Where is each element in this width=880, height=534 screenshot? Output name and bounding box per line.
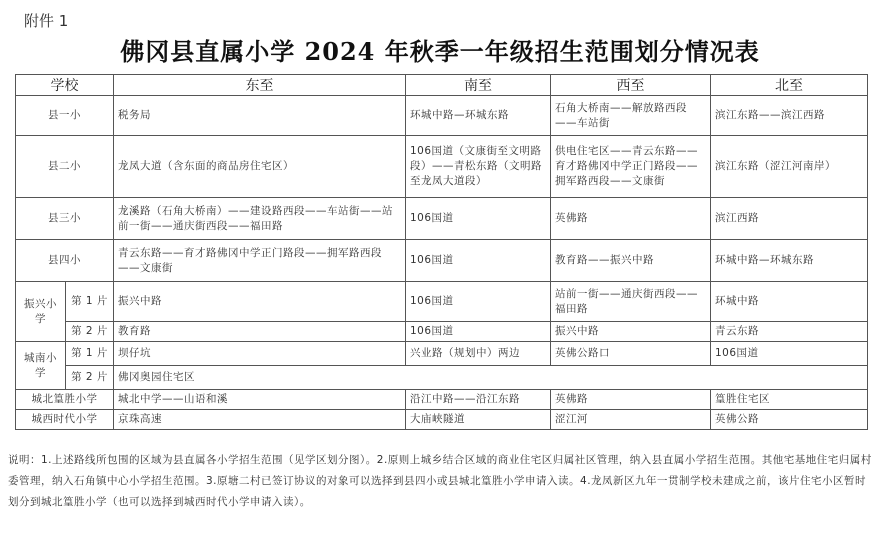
south-boundary: 106国道 <box>406 198 551 240</box>
east-boundary: 青云东路——育才路佛冈中学正门路段——拥军路西段——文康街 <box>114 240 406 282</box>
east-boundary: 佛冈奥园住宅区 <box>114 366 868 390</box>
enrollment-table <box>15 74 868 430</box>
east-boundary: 龙凤大道（含东面的商品房住宅区） <box>114 136 406 198</box>
table-row <box>16 390 868 410</box>
south-boundary: 106国道 <box>406 240 551 282</box>
header-east: 东至 <box>114 75 406 96</box>
west-boundary: 英佛公路口 <box>551 342 711 366</box>
west-boundary: 石角大桥南——解放路西段——车站街 <box>551 96 711 136</box>
zone-label: 第 1 片 <box>66 342 114 366</box>
west-boundary: 振兴中路 <box>551 322 711 342</box>
header-school: 学校 <box>16 75 114 96</box>
south-boundary: 环城中路—环城东路 <box>406 96 551 136</box>
table-row <box>16 282 868 322</box>
zone-label: 第 2 片 <box>66 366 114 390</box>
header-south: 南至 <box>406 75 551 96</box>
table-row <box>16 136 868 198</box>
west-boundary: 英佛路 <box>551 198 711 240</box>
table-row <box>16 96 868 136</box>
north-boundary: 滨江西路 <box>711 198 868 240</box>
zone-label: 第 2 片 <box>66 322 114 342</box>
table-row <box>16 322 868 342</box>
north-boundary: 英佛公路 <box>711 410 868 430</box>
north-boundary: 篁胜住宅区 <box>711 390 868 410</box>
north-boundary: 环城中路—环城东路 <box>711 240 868 282</box>
school-name: 县一小 <box>16 96 114 136</box>
north-boundary: 青云东路 <box>711 322 868 342</box>
school-name: 振兴小学 <box>16 282 66 342</box>
west-boundary: 教育路——振兴中路 <box>551 240 711 282</box>
south-boundary: 大庙峡隧道 <box>406 410 551 430</box>
school-name: 县三小 <box>16 198 114 240</box>
west-boundary: 站前一街——通庆街西段——福田路 <box>551 282 711 322</box>
east-boundary: 振兴中路 <box>114 282 406 322</box>
south-boundary: 沿江中路——沿江东路 <box>406 390 551 410</box>
west-boundary: 供电住宅区——青云东路——育才路佛冈中学正门路段——拥军路西段——文康街 <box>551 136 711 198</box>
south-boundary: 106国道 <box>406 282 551 322</box>
school-name: 城北篁胜小学 <box>16 390 114 410</box>
south-boundary: 兴业路（规划中）两边 <box>406 342 551 366</box>
page-title: 佛冈县直属小学 2024 年秋季一年级招生范围划分情况表 <box>120 37 760 66</box>
zone-label: 第 1 片 <box>66 282 114 322</box>
header-west: 西至 <box>551 75 711 96</box>
south-boundary: 106国道（文康街至文明路段）——青松东路（文明路至龙凤大道段） <box>406 136 551 198</box>
school-name: 城南小学 <box>16 342 66 390</box>
north-boundary: 滨江东路——滨江西路 <box>711 96 868 136</box>
east-boundary: 坝仔坑 <box>114 342 406 366</box>
west-boundary: 英佛路 <box>551 390 711 410</box>
school-name: 县四小 <box>16 240 114 282</box>
table-row <box>16 198 868 240</box>
school-name: 县二小 <box>16 136 114 198</box>
north-boundary: 滨江东路（涩江河南岸） <box>711 136 868 198</box>
east-boundary: 城北中学——山语和溪 <box>114 390 406 410</box>
table-row <box>16 240 868 282</box>
east-boundary: 龙溪路（石角大桥南）——建设路西段——车站街——站前一街——通庆街西段——福田路 <box>114 198 406 240</box>
attachment-label: 附件 1 <box>24 12 69 30</box>
north-boundary: 环城中路 <box>711 282 868 322</box>
header-north: 北至 <box>711 75 868 96</box>
table-row <box>16 410 868 430</box>
table-row <box>16 342 868 366</box>
school-name: 城西时代小学 <box>16 410 114 430</box>
table-header-row <box>16 75 868 96</box>
notes-text: 说明：1.上述路线所包围的区域为县直属各小学招生范围（见学区划分图）。2.原则上城乡结合区域的商业住宅区归属社区管理，纳入县直属小学招生范围。其他宅基地住宅归属村委管理，纳入石角镇中心小学招生范围。3.原塘二村已签订协议的对象可以选择到县四小或县城北篁胜小学申请入读。4.龙凤新区九年一贯制学校未建成之前，该片住宅小区暂时划分到城北篁胜小学（也可以选择到城西时代小学申请入读）。 <box>8 454 872 508</box>
south-boundary: 106国道 <box>406 322 551 342</box>
east-boundary: 京珠高速 <box>114 410 406 430</box>
east-boundary: 教育路 <box>114 322 406 342</box>
east-boundary: 税务局 <box>114 96 406 136</box>
table-row <box>16 366 868 390</box>
north-boundary: 106国道 <box>711 342 868 366</box>
west-boundary: 涩江河 <box>551 410 711 430</box>
